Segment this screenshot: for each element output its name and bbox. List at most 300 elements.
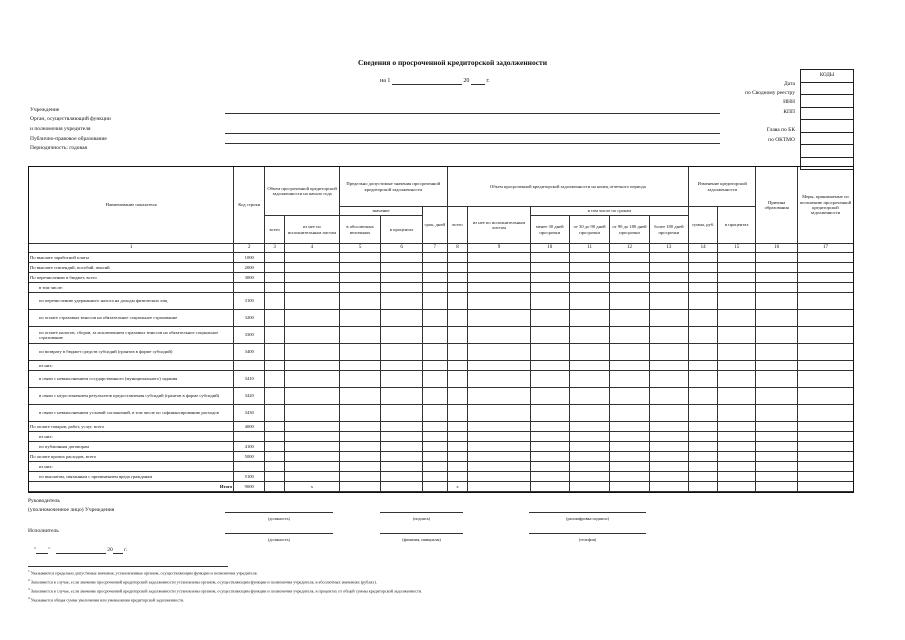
value-cell[interactable] <box>284 327 339 344</box>
value-cell[interactable] <box>756 344 797 361</box>
field-uchrezhdenie[interactable] <box>225 113 720 114</box>
value-cell[interactable] <box>265 361 285 371</box>
value-cell[interactable] <box>284 442 339 452</box>
value-cell[interactable] <box>797 310 853 327</box>
value-cell[interactable] <box>468 371 530 388</box>
value-cell[interactable] <box>339 388 380 405</box>
value-cell[interactable] <box>689 263 718 273</box>
field-head-position[interactable] <box>225 512 333 513</box>
value-cell[interactable] <box>569 371 609 388</box>
value-cell[interactable] <box>689 344 718 361</box>
value-cell[interactable] <box>381 273 422 283</box>
value-cell[interactable] <box>381 432 422 442</box>
value-cell[interactable] <box>569 422 609 432</box>
value-cell[interactable] <box>689 283 718 293</box>
value-cell[interactable] <box>530 442 569 452</box>
value-cell[interactable] <box>756 327 797 344</box>
value-cell[interactable] <box>756 462 797 472</box>
value-cell[interactable] <box>756 310 797 327</box>
value-cell[interactable] <box>718 405 756 422</box>
value-cell[interactable] <box>718 263 756 273</box>
value-cell[interactable] <box>718 442 756 452</box>
value-cell[interactable] <box>468 263 530 273</box>
code-svod[interactable] <box>801 95 853 108</box>
total-value-cell[interactable] <box>381 482 422 492</box>
value-cell[interactable] <box>381 263 422 273</box>
value-cell[interactable] <box>447 432 468 442</box>
code-kpp[interactable] <box>801 120 853 133</box>
value-cell[interactable] <box>649 452 688 462</box>
field-organ[interactable] <box>225 133 720 134</box>
value-cell[interactable] <box>284 371 339 388</box>
value-cell[interactable] <box>569 361 609 371</box>
value-cell[interactable] <box>689 293 718 310</box>
value-cell[interactable] <box>422 442 447 452</box>
value-cell[interactable] <box>284 283 339 293</box>
value-cell[interactable] <box>718 327 756 344</box>
value-cell[interactable] <box>265 283 285 293</box>
value-cell[interactable] <box>422 263 447 273</box>
value-cell[interactable] <box>610 452 649 462</box>
value-cell[interactable] <box>718 388 756 405</box>
value-cell[interactable] <box>468 452 530 462</box>
value-cell[interactable] <box>447 263 468 273</box>
code-blank[interactable] <box>801 133 853 146</box>
value-cell[interactable] <box>530 283 569 293</box>
total-value-cell[interactable] <box>689 482 718 492</box>
value-cell[interactable] <box>339 253 380 263</box>
value-cell[interactable] <box>422 273 447 283</box>
value-cell[interactable] <box>284 253 339 263</box>
total-value-cell[interactable] <box>530 482 569 492</box>
value-cell[interactable] <box>422 388 447 405</box>
value-cell[interactable] <box>569 405 609 422</box>
value-cell[interactable] <box>797 388 853 405</box>
value-cell[interactable] <box>530 253 569 263</box>
value-cell[interactable] <box>422 432 447 442</box>
total-value-cell[interactable] <box>649 482 688 492</box>
value-cell[interactable] <box>530 273 569 283</box>
code-inn[interactable] <box>801 108 853 121</box>
value-cell[interactable] <box>797 263 853 273</box>
field-head-decode[interactable] <box>529 512 646 513</box>
value-cell[interactable] <box>649 253 688 263</box>
value-cell[interactable] <box>468 361 530 371</box>
value-cell[interactable] <box>339 442 380 452</box>
value-cell[interactable] <box>756 452 797 462</box>
value-cell[interactable] <box>284 344 339 361</box>
value-cell[interactable] <box>381 462 422 472</box>
value-cell[interactable] <box>422 293 447 310</box>
value-cell[interactable] <box>610 273 649 283</box>
value-cell[interactable] <box>339 283 380 293</box>
value-cell[interactable] <box>422 462 447 472</box>
value-cell[interactable] <box>284 462 339 472</box>
value-cell[interactable] <box>284 310 339 327</box>
value-cell[interactable] <box>756 283 797 293</box>
value-cell[interactable] <box>797 344 853 361</box>
value-cell[interactable] <box>569 452 609 462</box>
field-exec-phone[interactable] <box>529 533 646 534</box>
value-cell[interactable] <box>689 310 718 327</box>
value-cell[interactable] <box>284 293 339 310</box>
value-cell[interactable] <box>447 361 468 371</box>
value-cell[interactable] <box>797 327 853 344</box>
value-cell[interactable] <box>756 293 797 310</box>
value-cell[interactable] <box>265 293 285 310</box>
value-cell[interactable] <box>468 462 530 472</box>
value-cell[interactable] <box>265 310 285 327</box>
value-cell[interactable] <box>339 310 380 327</box>
value-cell[interactable] <box>339 432 380 442</box>
value-cell[interactable] <box>468 442 530 452</box>
value-cell[interactable] <box>649 263 688 273</box>
value-cell[interactable] <box>284 361 339 371</box>
value-cell[interactable] <box>649 462 688 472</box>
value-cell[interactable] <box>569 273 609 283</box>
value-cell[interactable] <box>649 371 688 388</box>
value-cell[interactable] <box>756 273 797 283</box>
value-cell[interactable] <box>756 422 797 432</box>
value-cell[interactable] <box>381 472 422 482</box>
date-field[interactable] <box>392 78 462 85</box>
value-cell[interactable] <box>468 253 530 263</box>
value-cell[interactable] <box>530 452 569 462</box>
value-cell[interactable] <box>284 472 339 482</box>
value-cell[interactable] <box>447 388 468 405</box>
value-cell[interactable] <box>422 405 447 422</box>
value-cell[interactable] <box>610 388 649 405</box>
value-cell[interactable] <box>689 405 718 422</box>
value-cell[interactable] <box>649 361 688 371</box>
value-cell[interactable] <box>265 344 285 361</box>
value-cell[interactable] <box>797 452 853 462</box>
value-cell[interactable] <box>339 293 380 310</box>
value-cell[interactable] <box>284 432 339 442</box>
value-cell[interactable] <box>339 472 380 482</box>
value-cell[interactable] <box>797 432 853 442</box>
value-cell[interactable] <box>756 472 797 482</box>
value-cell[interactable] <box>447 405 468 422</box>
value-cell[interactable] <box>265 432 285 442</box>
value-cell[interactable] <box>422 327 447 344</box>
value-cell[interactable] <box>610 327 649 344</box>
value-cell[interactable] <box>381 361 422 371</box>
field-head-signature[interactable] <box>380 512 463 513</box>
value-cell[interactable] <box>610 371 649 388</box>
value-cell[interactable] <box>756 442 797 452</box>
value-cell[interactable] <box>530 472 569 482</box>
value-cell[interactable] <box>530 293 569 310</box>
value-cell[interactable] <box>610 283 649 293</box>
value-cell[interactable] <box>610 422 649 432</box>
value-cell[interactable] <box>447 310 468 327</box>
value-cell[interactable] <box>284 452 339 462</box>
value-cell[interactable] <box>339 263 380 273</box>
value-cell[interactable] <box>265 273 285 283</box>
value-cell[interactable] <box>689 273 718 283</box>
value-cell[interactable] <box>718 452 756 462</box>
value-cell[interactable] <box>381 452 422 462</box>
value-cell[interactable] <box>718 432 756 442</box>
field-exec-fio[interactable] <box>380 533 463 534</box>
value-cell[interactable] <box>610 253 649 263</box>
value-cell[interactable] <box>422 344 447 361</box>
value-cell[interactable] <box>339 452 380 462</box>
value-cell[interactable] <box>649 283 688 293</box>
value-cell[interactable] <box>649 388 688 405</box>
value-cell[interactable] <box>649 327 688 344</box>
month-field[interactable] <box>56 547 106 554</box>
value-cell[interactable] <box>569 310 609 327</box>
value-cell[interactable] <box>610 442 649 452</box>
value-cell[interactable] <box>797 361 853 371</box>
total-value-cell[interactable] <box>468 482 530 492</box>
value-cell[interactable] <box>381 310 422 327</box>
value-cell[interactable] <box>797 283 853 293</box>
value-cell[interactable] <box>265 253 285 263</box>
value-cell[interactable] <box>797 472 853 482</box>
value-cell[interactable] <box>756 405 797 422</box>
value-cell[interactable] <box>265 472 285 482</box>
value-cell[interactable] <box>381 344 422 361</box>
value-cell[interactable] <box>468 273 530 283</box>
value-cell[interactable] <box>756 371 797 388</box>
value-cell[interactable] <box>339 405 380 422</box>
value-cell[interactable] <box>265 442 285 452</box>
day-field[interactable] <box>36 547 51 554</box>
total-value-cell[interactable] <box>339 482 380 492</box>
total-value-cell[interactable] <box>797 482 853 492</box>
value-cell[interactable] <box>689 371 718 388</box>
value-cell[interactable] <box>468 310 530 327</box>
value-cell[interactable] <box>569 462 609 472</box>
value-cell[interactable] <box>569 442 609 452</box>
value-cell[interactable] <box>468 405 530 422</box>
value-cell[interactable] <box>610 293 649 310</box>
value-cell[interactable] <box>447 344 468 361</box>
value-cell[interactable] <box>610 462 649 472</box>
value-cell[interactable] <box>447 452 468 462</box>
value-cell[interactable] <box>447 253 468 263</box>
value-cell[interactable] <box>649 472 688 482</box>
value-cell[interactable] <box>718 293 756 310</box>
value-cell[interactable] <box>797 273 853 283</box>
code-date[interactable] <box>801 83 853 96</box>
code-bk[interactable] <box>801 145 853 158</box>
value-cell[interactable] <box>265 405 285 422</box>
value-cell[interactable] <box>468 422 530 432</box>
value-cell[interactable] <box>569 327 609 344</box>
value-cell[interactable] <box>284 405 339 422</box>
value-cell[interactable] <box>422 283 447 293</box>
value-cell[interactable] <box>422 310 447 327</box>
value-cell[interactable] <box>381 253 422 263</box>
value-cell[interactable] <box>422 472 447 482</box>
value-cell[interactable] <box>569 253 609 263</box>
value-cell[interactable] <box>381 388 422 405</box>
value-cell[interactable] <box>339 462 380 472</box>
value-cell[interactable] <box>284 388 339 405</box>
value-cell[interactable] <box>718 273 756 283</box>
value-cell[interactable] <box>530 405 569 422</box>
value-cell[interactable] <box>422 452 447 462</box>
value-cell[interactable] <box>447 422 468 432</box>
value-cell[interactable] <box>468 293 530 310</box>
value-cell[interactable] <box>447 273 468 283</box>
field-exec-position[interactable] <box>225 533 333 534</box>
value-cell[interactable] <box>797 405 853 422</box>
total-value-cell[interactable] <box>610 482 649 492</box>
value-cell[interactable] <box>381 327 422 344</box>
value-cell[interactable] <box>422 422 447 432</box>
value-cell[interactable] <box>610 263 649 273</box>
value-cell[interactable] <box>610 344 649 361</box>
value-cell[interactable] <box>718 310 756 327</box>
value-cell[interactable] <box>339 361 380 371</box>
value-cell[interactable] <box>339 273 380 283</box>
value-cell[interactable] <box>447 283 468 293</box>
value-cell[interactable] <box>381 422 422 432</box>
value-cell[interactable] <box>530 327 569 344</box>
total-value-cell[interactable] <box>756 482 797 492</box>
value-cell[interactable] <box>468 432 530 442</box>
value-cell[interactable] <box>797 462 853 472</box>
field-ppo[interactable] <box>225 143 720 144</box>
value-cell[interactable] <box>569 388 609 405</box>
value-cell[interactable] <box>530 462 569 472</box>
value-cell[interactable] <box>569 344 609 361</box>
value-cell[interactable] <box>468 344 530 361</box>
value-cell[interactable] <box>797 442 853 452</box>
value-cell[interactable] <box>689 462 718 472</box>
value-cell[interactable] <box>569 283 609 293</box>
value-cell[interactable] <box>649 344 688 361</box>
value-cell[interactable] <box>689 253 718 263</box>
value-cell[interactable] <box>422 361 447 371</box>
value-cell[interactable] <box>610 405 649 422</box>
value-cell[interactable] <box>756 361 797 371</box>
value-cell[interactable] <box>530 310 569 327</box>
value-cell[interactable] <box>649 442 688 452</box>
value-cell[interactable] <box>569 432 609 442</box>
value-cell[interactable] <box>718 283 756 293</box>
value-cell[interactable] <box>265 327 285 344</box>
value-cell[interactable] <box>468 472 530 482</box>
value-cell[interactable] <box>689 388 718 405</box>
value-cell[interactable] <box>381 283 422 293</box>
value-cell[interactable] <box>468 388 530 405</box>
value-cell[interactable] <box>689 327 718 344</box>
value-cell[interactable] <box>530 361 569 371</box>
value-cell[interactable] <box>649 422 688 432</box>
value-cell[interactable] <box>447 462 468 472</box>
value-cell[interactable] <box>689 452 718 462</box>
value-cell[interactable] <box>284 422 339 432</box>
value-cell[interactable] <box>422 371 447 388</box>
value-cell[interactable] <box>447 472 468 482</box>
value-cell[interactable] <box>610 361 649 371</box>
value-cell[interactable] <box>718 462 756 472</box>
value-cell[interactable] <box>530 422 569 432</box>
value-cell[interactable] <box>339 327 380 344</box>
value-cell[interactable] <box>339 371 380 388</box>
value-cell[interactable] <box>468 283 530 293</box>
value-cell[interactable] <box>649 405 688 422</box>
total-value-cell[interactable] <box>569 482 609 492</box>
value-cell[interactable] <box>569 472 609 482</box>
value-cell[interactable] <box>339 344 380 361</box>
value-cell[interactable] <box>284 273 339 283</box>
value-cell[interactable] <box>530 388 569 405</box>
value-cell[interactable] <box>530 432 569 442</box>
value-cell[interactable] <box>756 253 797 263</box>
total-value-cell[interactable] <box>422 482 447 492</box>
value-cell[interactable] <box>649 432 688 442</box>
value-cell[interactable] <box>265 388 285 405</box>
value-cell[interactable] <box>530 263 569 273</box>
value-cell[interactable] <box>447 293 468 310</box>
value-cell[interactable] <box>689 422 718 432</box>
value-cell[interactable] <box>756 263 797 273</box>
value-cell[interactable] <box>447 442 468 452</box>
value-cell[interactable] <box>530 344 569 361</box>
value-cell[interactable] <box>265 422 285 432</box>
value-cell[interactable] <box>797 371 853 388</box>
value-cell[interactable] <box>756 432 797 442</box>
value-cell[interactable] <box>610 432 649 442</box>
value-cell[interactable] <box>339 422 380 432</box>
value-cell[interactable] <box>718 422 756 432</box>
value-cell[interactable] <box>689 442 718 452</box>
value-cell[interactable] <box>530 371 569 388</box>
value-cell[interactable] <box>447 327 468 344</box>
value-cell[interactable] <box>284 263 339 273</box>
value-cell[interactable] <box>797 253 853 263</box>
sign-year-field[interactable] <box>113 547 123 554</box>
value-cell[interactable] <box>265 452 285 462</box>
value-cell[interactable] <box>569 293 609 310</box>
value-cell[interactable] <box>649 273 688 283</box>
value-cell[interactable] <box>265 462 285 472</box>
total-value-cell[interactable] <box>718 482 756 492</box>
value-cell[interactable] <box>610 472 649 482</box>
value-cell[interactable] <box>718 253 756 263</box>
value-cell[interactable] <box>569 263 609 273</box>
total-value-cell[interactable] <box>265 482 285 492</box>
value-cell[interactable] <box>447 371 468 388</box>
value-cell[interactable] <box>265 371 285 388</box>
value-cell[interactable] <box>422 253 447 263</box>
value-cell[interactable] <box>718 472 756 482</box>
value-cell[interactable] <box>381 442 422 452</box>
value-cell[interactable] <box>689 361 718 371</box>
value-cell[interactable] <box>756 388 797 405</box>
value-cell[interactable] <box>468 327 530 344</box>
value-cell[interactable] <box>381 371 422 388</box>
value-cell[interactable] <box>381 405 422 422</box>
value-cell[interactable] <box>718 371 756 388</box>
value-cell[interactable] <box>718 361 756 371</box>
value-cell[interactable] <box>689 472 718 482</box>
value-cell[interactable] <box>718 344 756 361</box>
year-field[interactable] <box>471 78 485 85</box>
value-cell[interactable] <box>689 432 718 442</box>
value-cell[interactable] <box>797 293 853 310</box>
value-cell[interactable] <box>381 293 422 310</box>
value-cell[interactable] <box>797 422 853 432</box>
value-cell[interactable] <box>649 293 688 310</box>
